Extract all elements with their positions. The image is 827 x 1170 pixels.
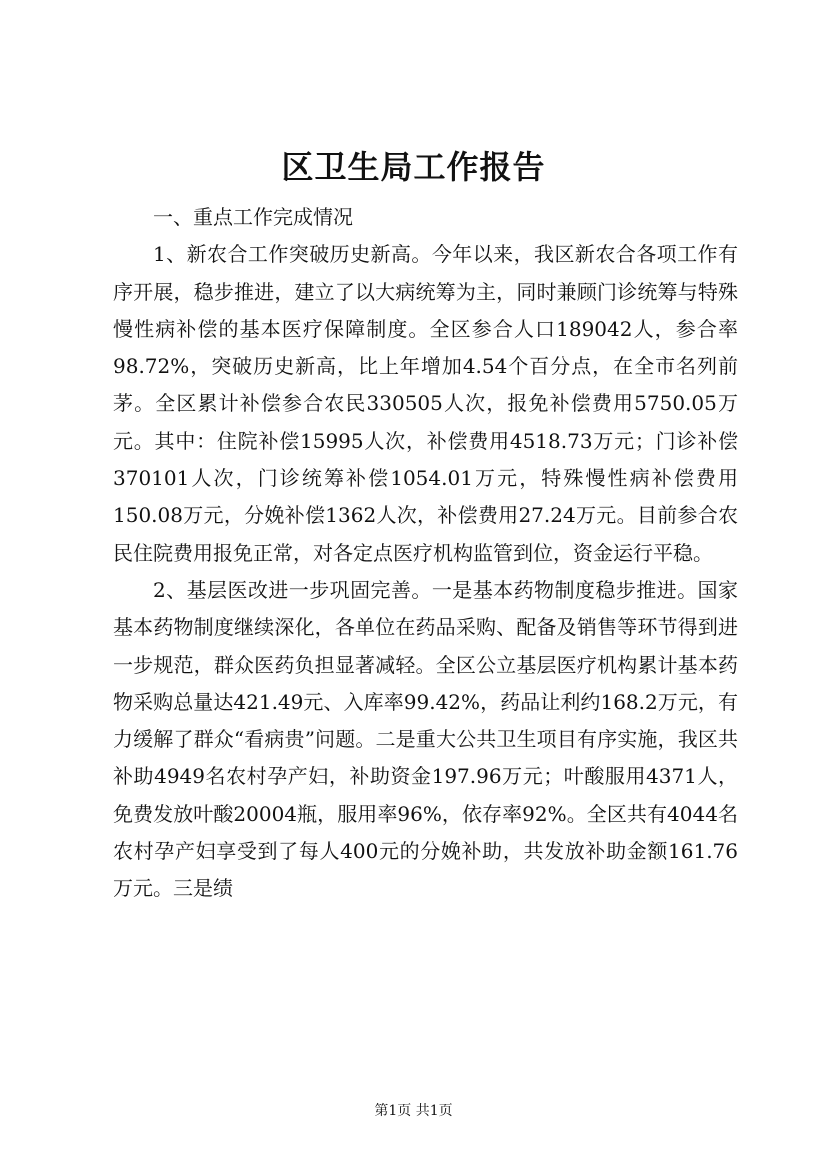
page-number-label: 第1页 共1页 [374,1103,453,1119]
paragraph-2: 2、基层医改进一步巩固完善。一是基本药物制度稳步推进。国家基本药物制度继续深化，各单位在药品采购、配备及销售等环节得到进一步规范，群众医药负担显著减轻。全区公立基层医疗机构累计基本药物采购总量达421.49元、入库率99.42%，药品让利约168.2万元，有力缓解了群众“看病贵”问题。二是重大公共卫生项目有序实施，我区共补助4949名农村孕产妇，补助资金197.96万元；叶酸服用4371人，免费发放叶酸20004瓶，服用率96%，依存率92%。全区共有4044名农村孕产妇享受到了每人400元的分娩补助，共发放补助金额161.76万元。三是绩 [113,577,738,901]
paragraph-1: 1、新农合工作突破历史新高。今年以来，我区新农合各项工作有序开展，稳步推进，建立了以大病统筹为主，同时兼顾门诊统筹与特殊慢性病补偿的基本医疗保障制度。全区参合人口189042人，参合率98.72%，突破历史新高，比上年增加4.54个百分点，在全市名列前茅。全区累计补偿参合农民330505人次，报免补偿费用5750.05万元。其中：住院补偿15995人次，补偿费用4518.73万元；门诊补偿370101人次，门诊统筹补偿1054.01万元，特殊慢性病补偿费用150.08万元，分娩补偿1362人次，补偿费用27.24万元。目前参合农民住院费用报免正常，对各定点医疗机构监管到位，资金运行平稳。 [113,242,738,565]
page-footer [0,1101,827,1121]
document-body [113,199,738,908]
section-heading: 一、重点工作完成情况 [153,205,353,229]
document-title: 区卫生局工作报告 [281,148,546,186]
